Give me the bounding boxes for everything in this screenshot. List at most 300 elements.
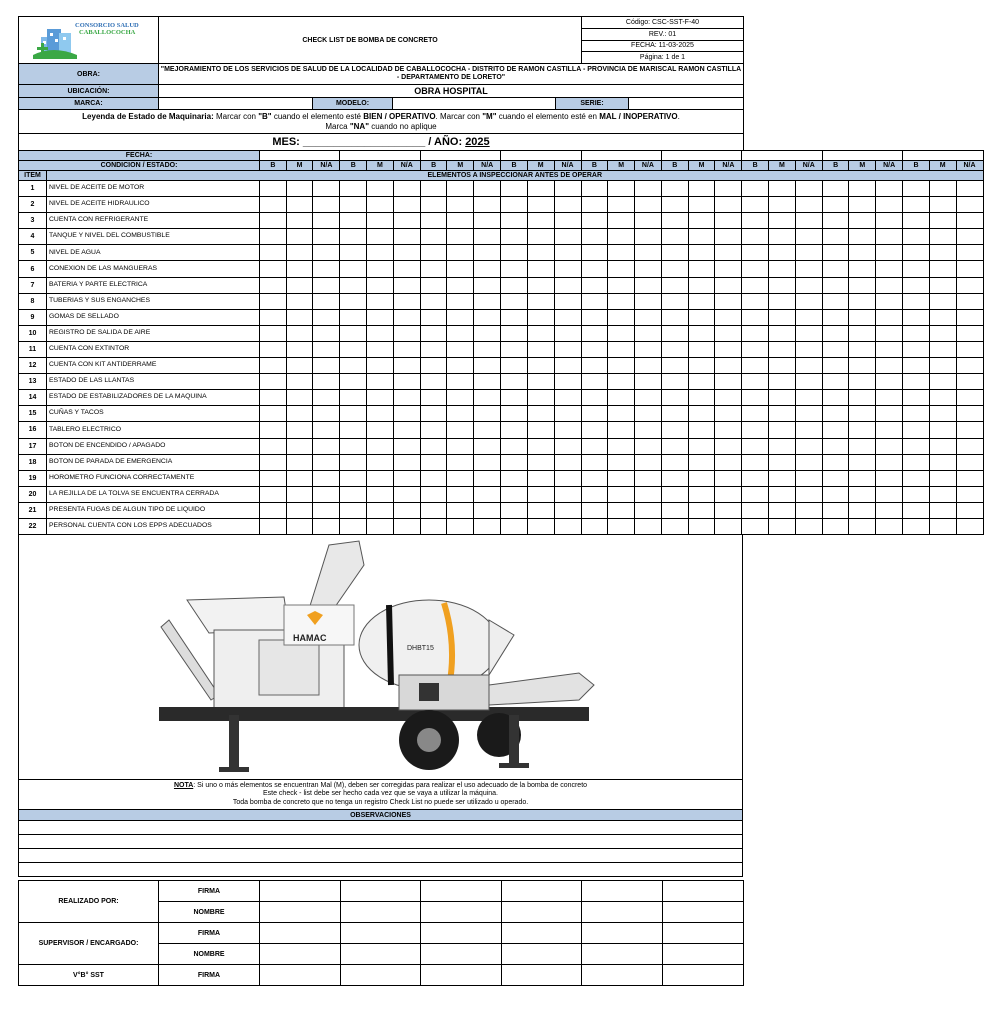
check-cell[interactable] <box>474 197 501 213</box>
check-cell[interactable] <box>849 454 876 470</box>
name-cell[interactable] <box>502 902 582 923</box>
check-cell[interactable] <box>661 374 688 390</box>
check-cell[interactable] <box>554 325 581 341</box>
check-cell[interactable] <box>340 390 367 406</box>
check-cell[interactable] <box>527 181 554 197</box>
check-cell[interactable] <box>929 197 956 213</box>
name-cell[interactable] <box>260 944 341 965</box>
check-cell[interactable] <box>527 438 554 454</box>
check-cell[interactable] <box>313 486 340 502</box>
check-cell[interactable] <box>260 181 287 197</box>
check-cell[interactable] <box>769 438 796 454</box>
check-cell[interactable] <box>715 470 742 486</box>
signature-cell[interactable] <box>260 881 341 902</box>
check-cell[interactable] <box>742 374 769 390</box>
check-cell[interactable] <box>286 325 313 341</box>
check-cell[interactable] <box>501 358 528 374</box>
check-cell[interactable] <box>956 293 983 309</box>
check-cell[interactable] <box>286 454 313 470</box>
check-cell[interactable] <box>313 454 340 470</box>
check-cell[interactable] <box>956 309 983 325</box>
check-cell[interactable] <box>313 261 340 277</box>
check-cell[interactable] <box>742 454 769 470</box>
check-cell[interactable] <box>260 261 287 277</box>
check-cell[interactable] <box>554 245 581 261</box>
check-cell[interactable] <box>608 309 635 325</box>
check-cell[interactable] <box>769 325 796 341</box>
check-cell[interactable] <box>688 197 715 213</box>
check-cell[interactable] <box>661 518 688 534</box>
serie-field[interactable] <box>629 98 744 110</box>
check-cell[interactable] <box>822 309 849 325</box>
check-cell[interactable] <box>554 181 581 197</box>
check-cell[interactable] <box>581 470 608 486</box>
check-cell[interactable] <box>554 406 581 422</box>
check-cell[interactable] <box>367 213 394 229</box>
check-cell[interactable] <box>554 197 581 213</box>
check-cell[interactable] <box>903 502 930 518</box>
check-cell[interactable] <box>581 406 608 422</box>
check-cell[interactable] <box>367 358 394 374</box>
date-cell[interactable] <box>501 151 581 161</box>
check-cell[interactable] <box>929 470 956 486</box>
check-cell[interactable] <box>876 293 903 309</box>
check-cell[interactable] <box>715 197 742 213</box>
check-cell[interactable] <box>313 197 340 213</box>
check-cell[interactable] <box>608 374 635 390</box>
check-cell[interactable] <box>367 390 394 406</box>
check-cell[interactable] <box>474 422 501 438</box>
check-cell[interactable] <box>393 341 420 357</box>
check-cell[interactable] <box>447 309 474 325</box>
signature-cell[interactable] <box>502 923 582 944</box>
check-cell[interactable] <box>929 277 956 293</box>
check-cell[interactable] <box>903 181 930 197</box>
check-cell[interactable] <box>661 197 688 213</box>
check-cell[interactable] <box>501 518 528 534</box>
name-cell[interactable] <box>341 944 421 965</box>
check-cell[interactable] <box>260 277 287 293</box>
check-cell[interactable] <box>795 502 822 518</box>
check-cell[interactable] <box>474 374 501 390</box>
check-cell[interactable] <box>554 261 581 277</box>
check-cell[interactable] <box>393 374 420 390</box>
check-cell[interactable] <box>688 438 715 454</box>
check-cell[interactable] <box>367 261 394 277</box>
check-cell[interactable] <box>420 406 447 422</box>
check-cell[interactable] <box>876 309 903 325</box>
check-cell[interactable] <box>554 390 581 406</box>
check-cell[interactable] <box>260 229 287 245</box>
check-cell[interactable] <box>822 374 849 390</box>
date-cell[interactable] <box>260 151 340 161</box>
check-cell[interactable] <box>849 341 876 357</box>
check-cell[interactable] <box>474 261 501 277</box>
check-cell[interactable] <box>527 261 554 277</box>
check-cell[interactable] <box>903 197 930 213</box>
check-cell[interactable] <box>554 470 581 486</box>
check-cell[interactable] <box>634 197 661 213</box>
check-cell[interactable] <box>608 406 635 422</box>
check-cell[interactable] <box>903 422 930 438</box>
check-cell[interactable] <box>501 213 528 229</box>
check-cell[interactable] <box>501 486 528 502</box>
check-cell[interactable] <box>554 454 581 470</box>
check-cell[interactable] <box>929 390 956 406</box>
check-cell[interactable] <box>367 245 394 261</box>
check-cell[interactable] <box>367 197 394 213</box>
check-cell[interactable] <box>742 181 769 197</box>
check-cell[interactable] <box>527 325 554 341</box>
check-cell[interactable] <box>608 518 635 534</box>
check-cell[interactable] <box>903 454 930 470</box>
check-cell[interactable] <box>634 261 661 277</box>
name-cell[interactable] <box>260 902 341 923</box>
check-cell[interactable] <box>420 422 447 438</box>
check-cell[interactable] <box>661 277 688 293</box>
signature-cell[interactable] <box>663 965 744 986</box>
check-cell[interactable] <box>527 486 554 502</box>
check-cell[interactable] <box>742 325 769 341</box>
check-cell[interactable] <box>929 261 956 277</box>
check-cell[interactable] <box>688 422 715 438</box>
check-cell[interactable] <box>876 358 903 374</box>
check-cell[interactable] <box>956 518 983 534</box>
check-cell[interactable] <box>903 470 930 486</box>
check-cell[interactable] <box>501 229 528 245</box>
check-cell[interactable] <box>661 390 688 406</box>
check-cell[interactable] <box>715 486 742 502</box>
check-cell[interactable] <box>822 213 849 229</box>
check-cell[interactable] <box>340 341 367 357</box>
check-cell[interactable] <box>260 454 287 470</box>
check-cell[interactable] <box>313 422 340 438</box>
check-cell[interactable] <box>795 261 822 277</box>
check-cell[interactable] <box>903 438 930 454</box>
check-cell[interactable] <box>447 374 474 390</box>
check-cell[interactable] <box>769 390 796 406</box>
check-cell[interactable] <box>876 486 903 502</box>
check-cell[interactable] <box>795 229 822 245</box>
check-cell[interactable] <box>501 502 528 518</box>
check-cell[interactable] <box>903 229 930 245</box>
check-cell[interactable] <box>501 341 528 357</box>
check-cell[interactable] <box>661 229 688 245</box>
check-cell[interactable] <box>688 502 715 518</box>
check-cell[interactable] <box>608 261 635 277</box>
check-cell[interactable] <box>474 213 501 229</box>
check-cell[interactable] <box>527 245 554 261</box>
check-cell[interactable] <box>581 454 608 470</box>
signature-cell[interactable] <box>663 923 744 944</box>
check-cell[interactable] <box>581 486 608 502</box>
check-cell[interactable] <box>447 486 474 502</box>
check-cell[interactable] <box>367 454 394 470</box>
check-cell[interactable] <box>769 406 796 422</box>
check-cell[interactable] <box>608 438 635 454</box>
check-cell[interactable] <box>340 293 367 309</box>
check-cell[interactable] <box>527 406 554 422</box>
check-cell[interactable] <box>634 422 661 438</box>
check-cell[interactable] <box>286 229 313 245</box>
check-cell[interactable] <box>634 325 661 341</box>
check-cell[interactable] <box>474 454 501 470</box>
check-cell[interactable] <box>769 502 796 518</box>
check-cell[interactable] <box>527 374 554 390</box>
check-cell[interactable] <box>286 406 313 422</box>
check-cell[interactable] <box>501 309 528 325</box>
check-cell[interactable] <box>795 245 822 261</box>
check-cell[interactable] <box>420 518 447 534</box>
check-cell[interactable] <box>956 470 983 486</box>
check-cell[interactable] <box>715 406 742 422</box>
check-cell[interactable] <box>527 422 554 438</box>
check-cell[interactable] <box>393 197 420 213</box>
check-cell[interactable] <box>447 293 474 309</box>
check-cell[interactable] <box>769 358 796 374</box>
check-cell[interactable] <box>527 293 554 309</box>
check-cell[interactable] <box>715 518 742 534</box>
check-cell[interactable] <box>420 438 447 454</box>
check-cell[interactable] <box>581 438 608 454</box>
check-cell[interactable] <box>956 197 983 213</box>
check-cell[interactable] <box>447 406 474 422</box>
signature-cell[interactable] <box>502 965 582 986</box>
check-cell[interactable] <box>581 245 608 261</box>
check-cell[interactable] <box>447 277 474 293</box>
check-cell[interactable] <box>929 341 956 357</box>
check-cell[interactable] <box>742 390 769 406</box>
check-cell[interactable] <box>420 470 447 486</box>
check-cell[interactable] <box>447 470 474 486</box>
check-cell[interactable] <box>393 518 420 534</box>
check-cell[interactable] <box>849 390 876 406</box>
check-cell[interactable] <box>929 293 956 309</box>
check-cell[interactable] <box>340 325 367 341</box>
check-cell[interactable] <box>260 406 287 422</box>
check-cell[interactable] <box>903 374 930 390</box>
check-cell[interactable] <box>608 358 635 374</box>
check-cell[interactable] <box>929 422 956 438</box>
check-cell[interactable] <box>420 261 447 277</box>
check-cell[interactable] <box>447 325 474 341</box>
check-cell[interactable] <box>661 422 688 438</box>
check-cell[interactable] <box>876 502 903 518</box>
check-cell[interactable] <box>420 358 447 374</box>
check-cell[interactable] <box>393 245 420 261</box>
check-cell[interactable] <box>260 486 287 502</box>
check-cell[interactable] <box>634 518 661 534</box>
check-cell[interactable] <box>286 358 313 374</box>
check-cell[interactable] <box>795 293 822 309</box>
check-cell[interactable] <box>929 181 956 197</box>
check-cell[interactable] <box>260 438 287 454</box>
check-cell[interactable] <box>876 197 903 213</box>
check-cell[interactable] <box>661 486 688 502</box>
check-cell[interactable] <box>876 422 903 438</box>
check-cell[interactable] <box>634 502 661 518</box>
check-cell[interactable] <box>903 213 930 229</box>
check-cell[interactable] <box>634 438 661 454</box>
check-cell[interactable] <box>822 293 849 309</box>
check-cell[interactable] <box>286 470 313 486</box>
check-cell[interactable] <box>688 277 715 293</box>
check-cell[interactable] <box>769 261 796 277</box>
check-cell[interactable] <box>715 454 742 470</box>
check-cell[interactable] <box>849 197 876 213</box>
check-cell[interactable] <box>581 277 608 293</box>
check-cell[interactable] <box>795 374 822 390</box>
check-cell[interactable] <box>742 358 769 374</box>
check-cell[interactable] <box>340 245 367 261</box>
check-cell[interactable] <box>769 454 796 470</box>
check-cell[interactable] <box>286 438 313 454</box>
check-cell[interactable] <box>554 502 581 518</box>
check-cell[interactable] <box>420 229 447 245</box>
check-cell[interactable] <box>393 181 420 197</box>
check-cell[interactable] <box>393 213 420 229</box>
check-cell[interactable] <box>581 213 608 229</box>
check-cell[interactable] <box>340 502 367 518</box>
name-cell[interactable] <box>582 944 663 965</box>
check-cell[interactable] <box>501 277 528 293</box>
check-cell[interactable] <box>393 422 420 438</box>
check-cell[interactable] <box>929 438 956 454</box>
check-cell[interactable] <box>420 325 447 341</box>
check-cell[interactable] <box>313 438 340 454</box>
check-cell[interactable] <box>769 341 796 357</box>
check-cell[interactable] <box>661 261 688 277</box>
check-cell[interactable] <box>661 358 688 374</box>
check-cell[interactable] <box>420 277 447 293</box>
check-cell[interactable] <box>340 229 367 245</box>
check-cell[interactable] <box>260 358 287 374</box>
check-cell[interactable] <box>420 197 447 213</box>
observation-line[interactable] <box>19 849 743 863</box>
check-cell[interactable] <box>286 245 313 261</box>
check-cell[interactable] <box>581 502 608 518</box>
check-cell[interactable] <box>742 197 769 213</box>
check-cell[interactable] <box>260 341 287 357</box>
check-cell[interactable] <box>742 341 769 357</box>
check-cell[interactable] <box>393 438 420 454</box>
check-cell[interactable] <box>849 486 876 502</box>
check-cell[interactable] <box>849 277 876 293</box>
check-cell[interactable] <box>474 325 501 341</box>
check-cell[interactable] <box>661 438 688 454</box>
check-cell[interactable] <box>661 245 688 261</box>
check-cell[interactable] <box>474 293 501 309</box>
check-cell[interactable] <box>393 470 420 486</box>
date-cell[interactable] <box>340 151 420 161</box>
check-cell[interactable] <box>501 197 528 213</box>
check-cell[interactable] <box>313 374 340 390</box>
check-cell[interactable] <box>367 438 394 454</box>
check-cell[interactable] <box>822 406 849 422</box>
check-cell[interactable] <box>769 518 796 534</box>
check-cell[interactable] <box>527 229 554 245</box>
check-cell[interactable] <box>608 181 635 197</box>
check-cell[interactable] <box>474 341 501 357</box>
check-cell[interactable] <box>661 502 688 518</box>
check-cell[interactable] <box>367 325 394 341</box>
check-cell[interactable] <box>742 486 769 502</box>
check-cell[interactable] <box>474 229 501 245</box>
check-cell[interactable] <box>313 470 340 486</box>
check-cell[interactable] <box>581 309 608 325</box>
check-cell[interactable] <box>634 229 661 245</box>
check-cell[interactable] <box>929 213 956 229</box>
check-cell[interactable] <box>876 454 903 470</box>
check-cell[interactable] <box>956 277 983 293</box>
check-cell[interactable] <box>608 197 635 213</box>
check-cell[interactable] <box>661 325 688 341</box>
signature-cell[interactable] <box>341 881 421 902</box>
check-cell[interactable] <box>688 293 715 309</box>
check-cell[interactable] <box>715 261 742 277</box>
check-cell[interactable] <box>581 518 608 534</box>
marca-field[interactable] <box>159 98 313 110</box>
check-cell[interactable] <box>474 406 501 422</box>
check-cell[interactable] <box>501 438 528 454</box>
check-cell[interactable] <box>313 390 340 406</box>
check-cell[interactable] <box>822 438 849 454</box>
check-cell[interactable] <box>849 261 876 277</box>
check-cell[interactable] <box>581 181 608 197</box>
check-cell[interactable] <box>286 390 313 406</box>
check-cell[interactable] <box>634 486 661 502</box>
check-cell[interactable] <box>420 341 447 357</box>
check-cell[interactable] <box>554 293 581 309</box>
check-cell[interactable] <box>501 470 528 486</box>
check-cell[interactable] <box>527 390 554 406</box>
check-cell[interactable] <box>313 325 340 341</box>
check-cell[interactable] <box>822 470 849 486</box>
check-cell[interactable] <box>688 309 715 325</box>
check-cell[interactable] <box>956 181 983 197</box>
date-cell[interactable] <box>661 151 741 161</box>
date-cell[interactable] <box>420 151 500 161</box>
check-cell[interactable] <box>929 325 956 341</box>
check-cell[interactable] <box>956 358 983 374</box>
check-cell[interactable] <box>742 213 769 229</box>
signature-cell[interactable] <box>421 881 502 902</box>
check-cell[interactable] <box>313 293 340 309</box>
check-cell[interactable] <box>393 406 420 422</box>
check-cell[interactable] <box>849 229 876 245</box>
check-cell[interactable] <box>501 325 528 341</box>
check-cell[interactable] <box>929 454 956 470</box>
check-cell[interactable] <box>688 486 715 502</box>
check-cell[interactable] <box>260 518 287 534</box>
check-cell[interactable] <box>715 325 742 341</box>
check-cell[interactable] <box>527 470 554 486</box>
check-cell[interactable] <box>340 406 367 422</box>
check-cell[interactable] <box>876 213 903 229</box>
check-cell[interactable] <box>956 422 983 438</box>
check-cell[interactable] <box>367 293 394 309</box>
check-cell[interactable] <box>527 277 554 293</box>
check-cell[interactable] <box>876 229 903 245</box>
check-cell[interactable] <box>608 229 635 245</box>
check-cell[interactable] <box>286 341 313 357</box>
check-cell[interactable] <box>849 181 876 197</box>
observation-line[interactable] <box>19 835 743 849</box>
check-cell[interactable] <box>849 470 876 486</box>
check-cell[interactable] <box>795 422 822 438</box>
check-cell[interactable] <box>260 422 287 438</box>
check-cell[interactable] <box>688 470 715 486</box>
